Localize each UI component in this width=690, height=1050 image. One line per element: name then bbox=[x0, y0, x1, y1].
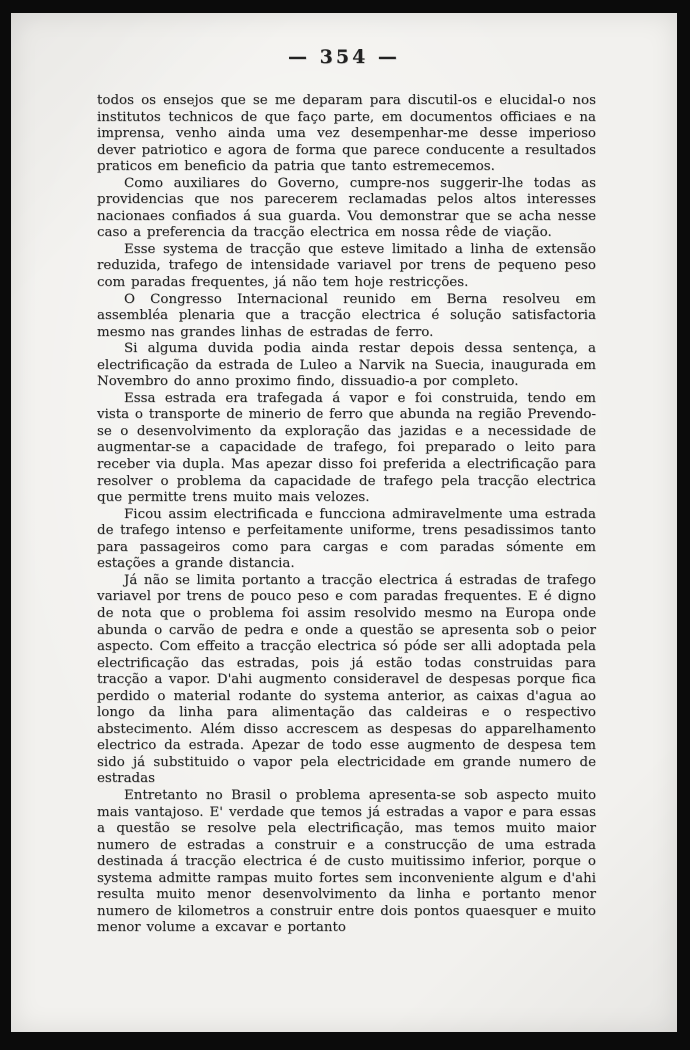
paragraph-8: Já não se limita portanto a tracção electrica á estradas de trafego variavel por trens de pouco peso e com paradas frequentes. E é digno de nota que o problema foi assim resolvido mesmo na Europa onde abunda o carvão de pedra e onde a questão se apresenta sob o peior aspecto. Com effeito a tracção electrica só póde ser alli adoptada pela electrificação das estradas, pois já estão todas construidas para tracção a vapor. D'ahi augmento consideravel de despesas porque fica perdido o material rodante do systema anterior, as caixas d'agua ao longo da linha para alimentação das caldeiras e o respectivo abstecimento. Além disso accrescem as despesas do apparelhamento electrico da estrada. Apezar de todo esse augmento de despesa tem sido já substituido o vapor pela electricidade em grande numero de estradas bbox=[97, 572, 596, 787]
paragraph-7: Ficou assim electrificada e funcciona admiravelmente uma estrada de trafego intenso e perfeitamente uniforme, trens pesadissimos tanto para passageiros como para cargas e com paradas sómente em estações a grande distancia. bbox=[97, 506, 596, 572]
paragraph-3: Esse systema de tracção que esteve limitado a linha de extensão reduzida, trafego de intensidade variavel por trens de pequeno peso com paradas frequentes, já não tem hoje restricções. bbox=[97, 241, 596, 291]
paragraph-1: todos os ensejos que se me deparam para discutil-os e elucidal-o nos institutos technicos de que faço parte, em documentos officiaes e na imprensa, venho ainda uma vez desempenhar-me desse imperioso dever patriotico e agora de forma que parece conducente a resultados praticos em beneficio da patria que tanto estremecemos. bbox=[97, 93, 596, 175]
page-number: — 354 — bbox=[288, 46, 400, 68]
paragraph-2: Como auxiliares do Governo, cumpre-nos suggerir-lhe todas as providencias que nos parecerem reclamadas pelos altos interesses nacionaes confiados á sua guarda. Vou demonstrar que se acha nesse caso a preferencia da tracção electrica em nossa rêde de viação. bbox=[97, 175, 596, 241]
paragraph-5: Si alguma duvida podia ainda restar depois dessa sentença, a electrificação da estrada de Luleo a Narvik na Suecia, inaugurada em Novembro do anno proximo findo, dissuadio-a por completo. bbox=[97, 341, 596, 390]
document-page bbox=[11, 13, 677, 1032]
paragraph-4: O Congresso Internacional reunido em Berna resolveu em assembléa plenaria que a tracção electrica é solução satisfactoria mesmo nas grandes linhas de estradas de ferro. bbox=[97, 291, 596, 340]
paragraph-6: Essa estrada era trafegada á vapor e foi construida, tendo em vista o transporte de minerio de ferro que abunda na região Prevendo-se o desenvolvimento da exploração das jazidas e a necessidade de augmentar-se a capacidade de trafego, foi preparado o leito para receber via dupla. Mas apezar disso foi preferida a electrificação para resolver o problema da capacidade de trafego pela tracção electrica que permitte trens muito mais velozes. bbox=[97, 390, 596, 506]
page-body-text bbox=[97, 93, 596, 937]
paragraph-9: Entretanto no Brasil o problema apresenta-se sob aspecto muito mais vantajoso. E' verdade que temos já estradas a vapor e para essas a questão se resolve pela electrificação, mas temos muito maior numero de estradas a construir e a construcção de uma estrada destinada á tracção electrica é de custo muitissimo inferior, porque o systema admitte rampas muito fortes sem inconveniente algum e d'ahi resulta muito menor desenvolvimento da linha e portanto menor numero de kilometros a construir entre dois pontos quaesquer e muito menor volume a excavar e portanto bbox=[97, 787, 596, 936]
